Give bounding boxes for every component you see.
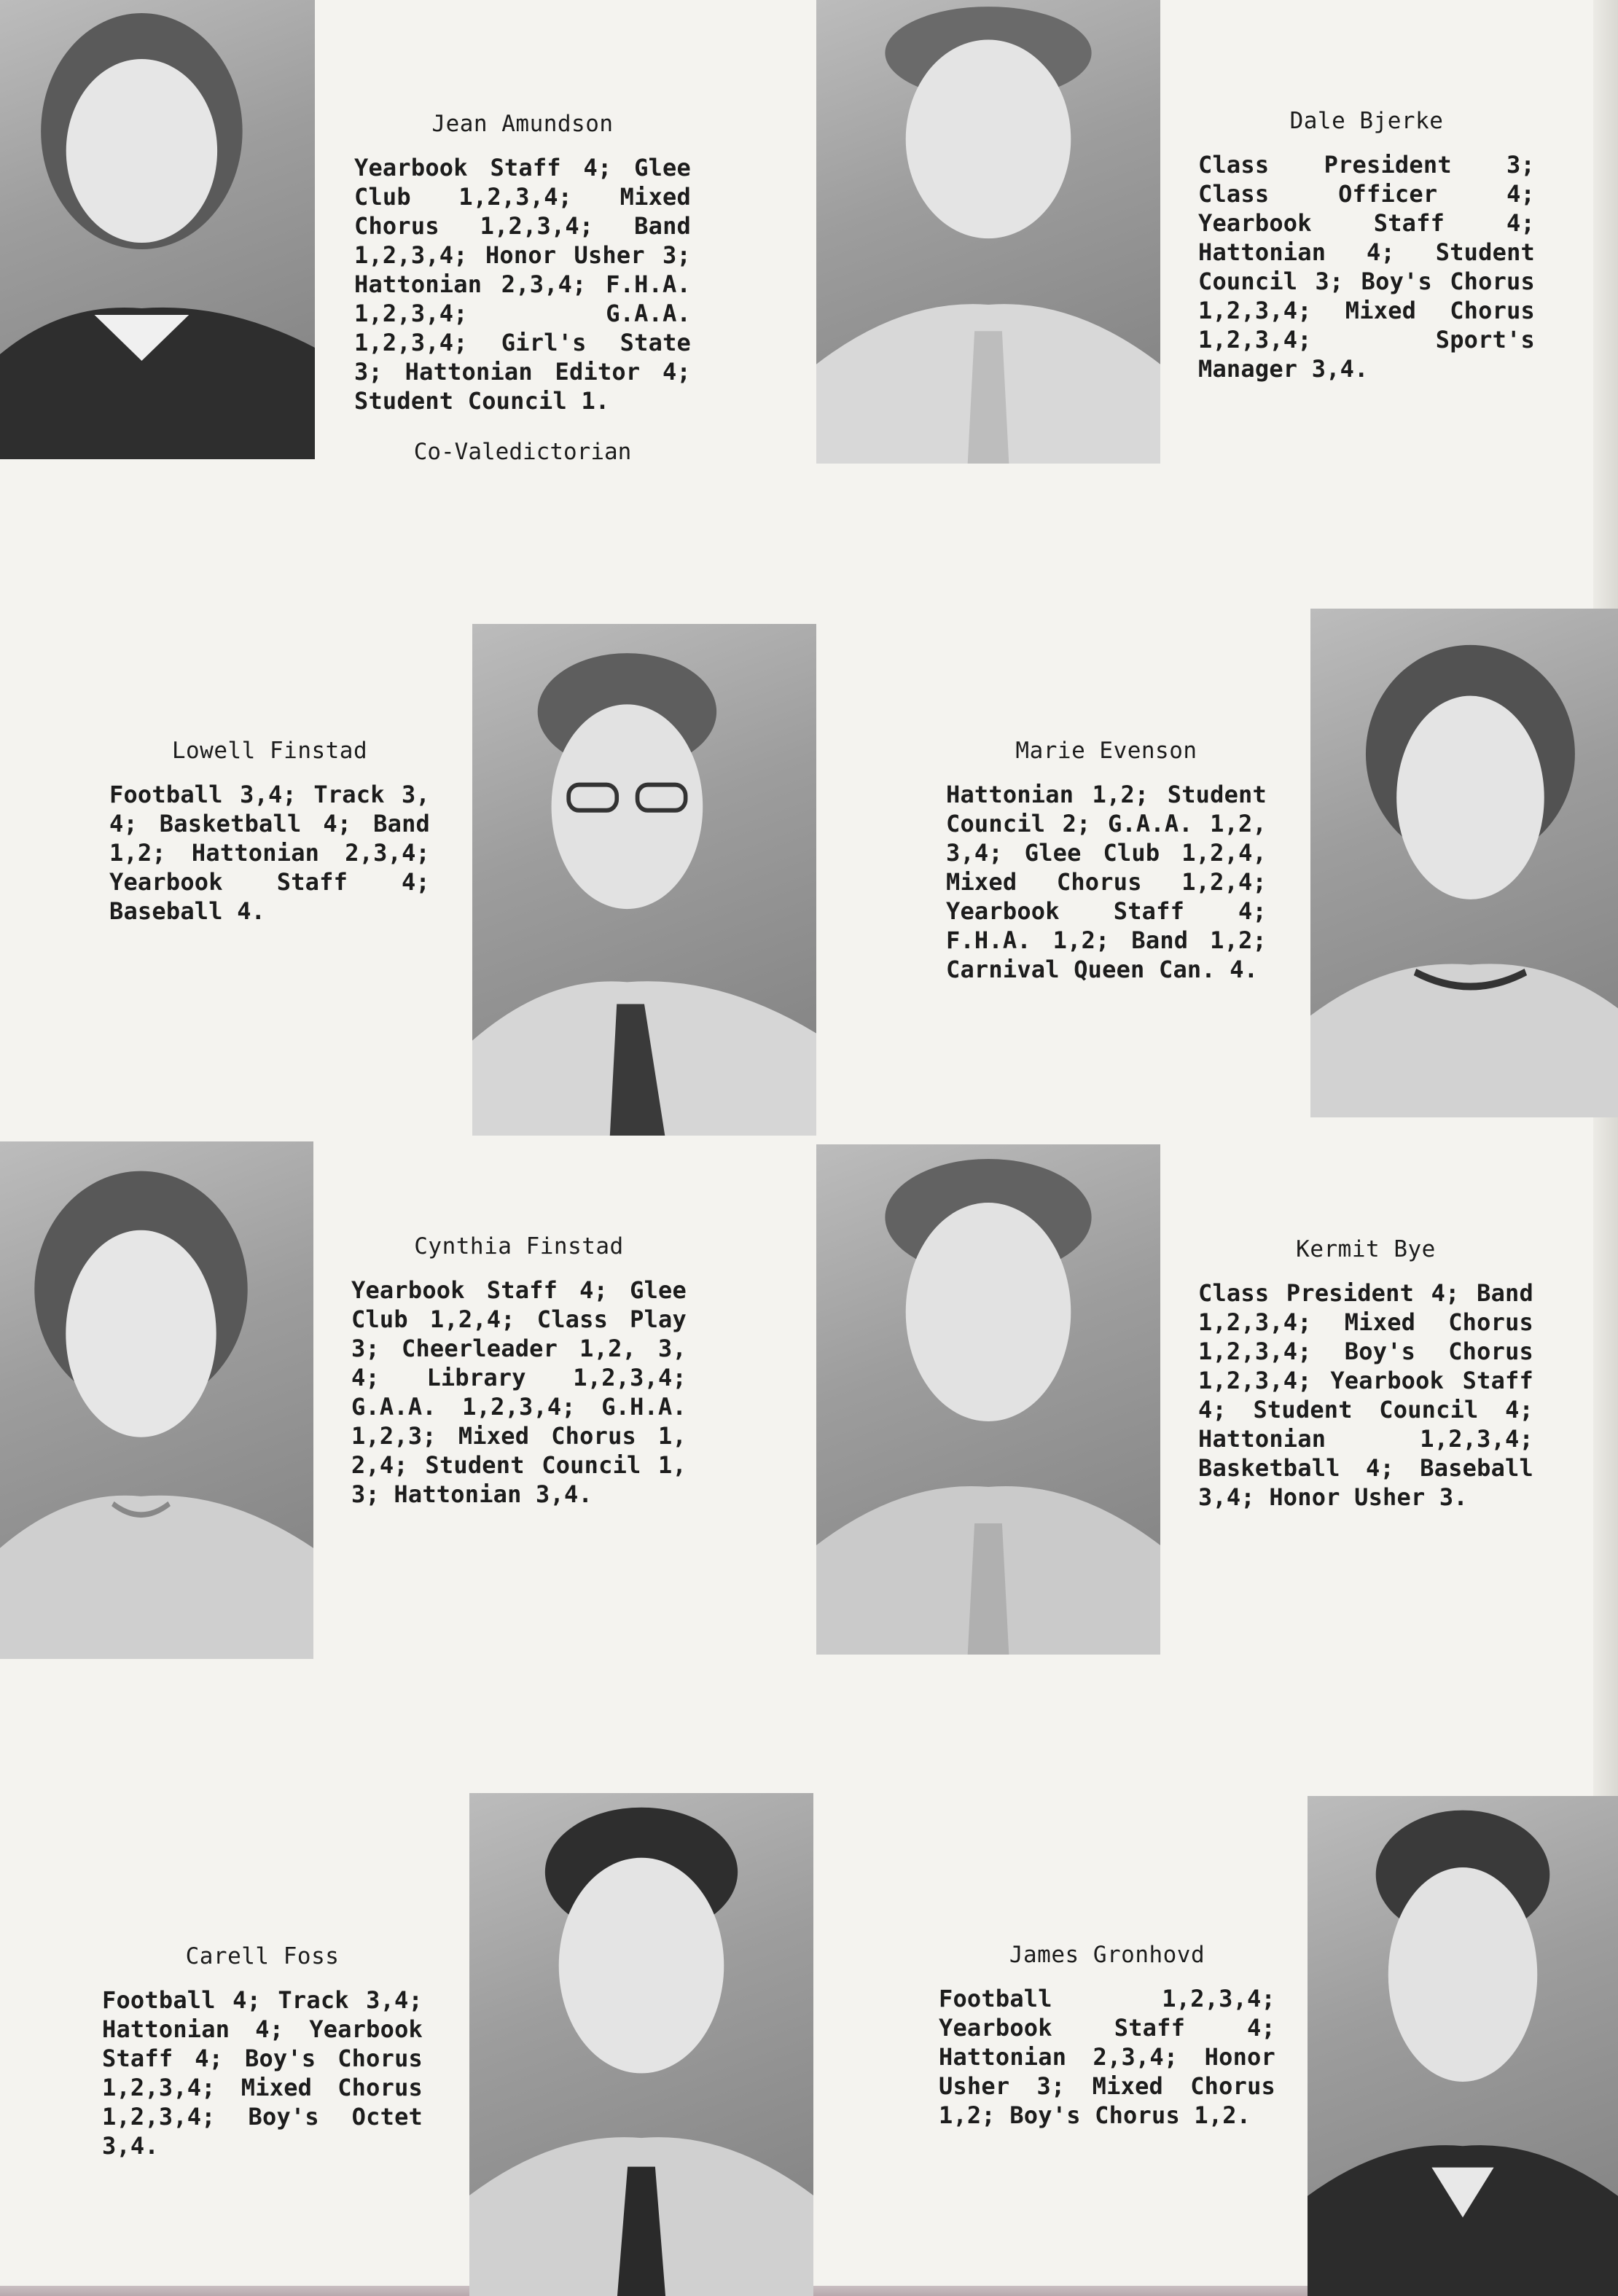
student-name: Cynthia Finstad [414,1233,624,1260]
student-activities: Class President 3; Class Officer 4; Yearbook Staff 4; Hattonian 4; Student Council 3; Boy's Chorus 1,2,3,4; Mixed Chorus 1,2,3,4; Sport's Manager 3,4. [1198,151,1535,383]
portrait-carell-foss [469,1793,813,2296]
portrait-marie-evenson [1310,609,1618,1117]
portrait-jean-amundson [0,0,315,459]
student-activities: Class President 4; Band 1,2,3,4; Mixed Chorus 1,2,3,4; Boy's Chorus 1,2,3,4; Yearbook Staff 4; Student Council 4; Hattonian 1,2,3,4; Basketball 4; Baseball 3,4; Honor Usher 3. [1198,1279,1533,1511]
entry-marie-evenson [946,738,1267,984]
student-honor: Co-Valedictorian [413,439,632,465]
student-name: Dale Bjerke [1289,108,1444,134]
entry-dale-bjerke [1198,108,1535,383]
portrait-kermit-bye [816,1144,1160,1655]
student-activities: Yearbook Staff 4; Glee Club 1,2,3,4; Mixed Chorus 1,2,3,4; Band 1,2,3,4; Honor Usher 3; Hattonian 2,3,4; F.H.A. 1,2,3,4; G.A.A. 1,2,3,4; Girl's State 3; Hattonian Editor 4; Student Council 1. [354,154,691,415]
portrait-dale-bjerke [816,0,1160,464]
entry-james-gronhovd [939,1942,1275,2130]
entry-carell-foss [102,1943,423,2160]
student-name: Marie Evenson [1015,738,1197,764]
student-activities: Hattonian 1,2; Student Council 2; G.A.A. 1,2, 3,4; Glee Club 1,2,4, Mixed Chorus 1,2,4; Yearbook Staff 4; F.H.A. 1,2; Band 1,2; Carnival Queen Can. 4. [946,781,1267,983]
student-activities: Yearbook Staff 4; Glee Club 1,2,4; Class Play 3; Cheerleader 1,2, 3, 4; Library 1,2,3,4; G.A.A. 1,2,3,4; G.H.A. 1,2,3; Mixed Chorus 1, 2,4; Student Council 1, 3; Hattonian 3,4. [351,1276,687,1508]
entry-lowell-finstad [109,738,430,926]
student-activities: Football 4; Track 3,4; Hattonian 4; Yearbook Staff 4; Boy's Chorus 1,2,3,4; Mixed Chorus 1,2,3,4; Boy's Octet 3,4. [102,1986,423,2160]
student-name: Kermit Bye [1296,1236,1436,1262]
entry-jean-amundson [354,111,691,465]
student-name: Lowell Finstad [171,738,368,764]
portrait-lowell-finstad [472,624,816,1136]
portrait-james-gronhovd [1308,1796,1618,2296]
student-name: James Gronhovd [1009,1942,1205,1968]
student-name: Jean Amundson [431,111,614,137]
entry-kermit-bye [1198,1236,1533,1512]
entry-cynthia-finstad [351,1233,687,1509]
portrait-cynthia-finstad [0,1141,313,1659]
student-activities: Football 3,4; Track 3, 4; Basketball 4; Band 1,2; Hattonian 2,3,4; Yearbook Staff 4; Baseball 4. [109,781,430,925]
student-name: Carell Foss [185,1943,340,1969]
student-activities: Football 1,2,3,4; Yearbook Staff 4; Hattonian 2,3,4; Honor Usher 3; Mixed Chorus 1,2; Boy's Chorus 1,2. [939,1985,1275,2129]
